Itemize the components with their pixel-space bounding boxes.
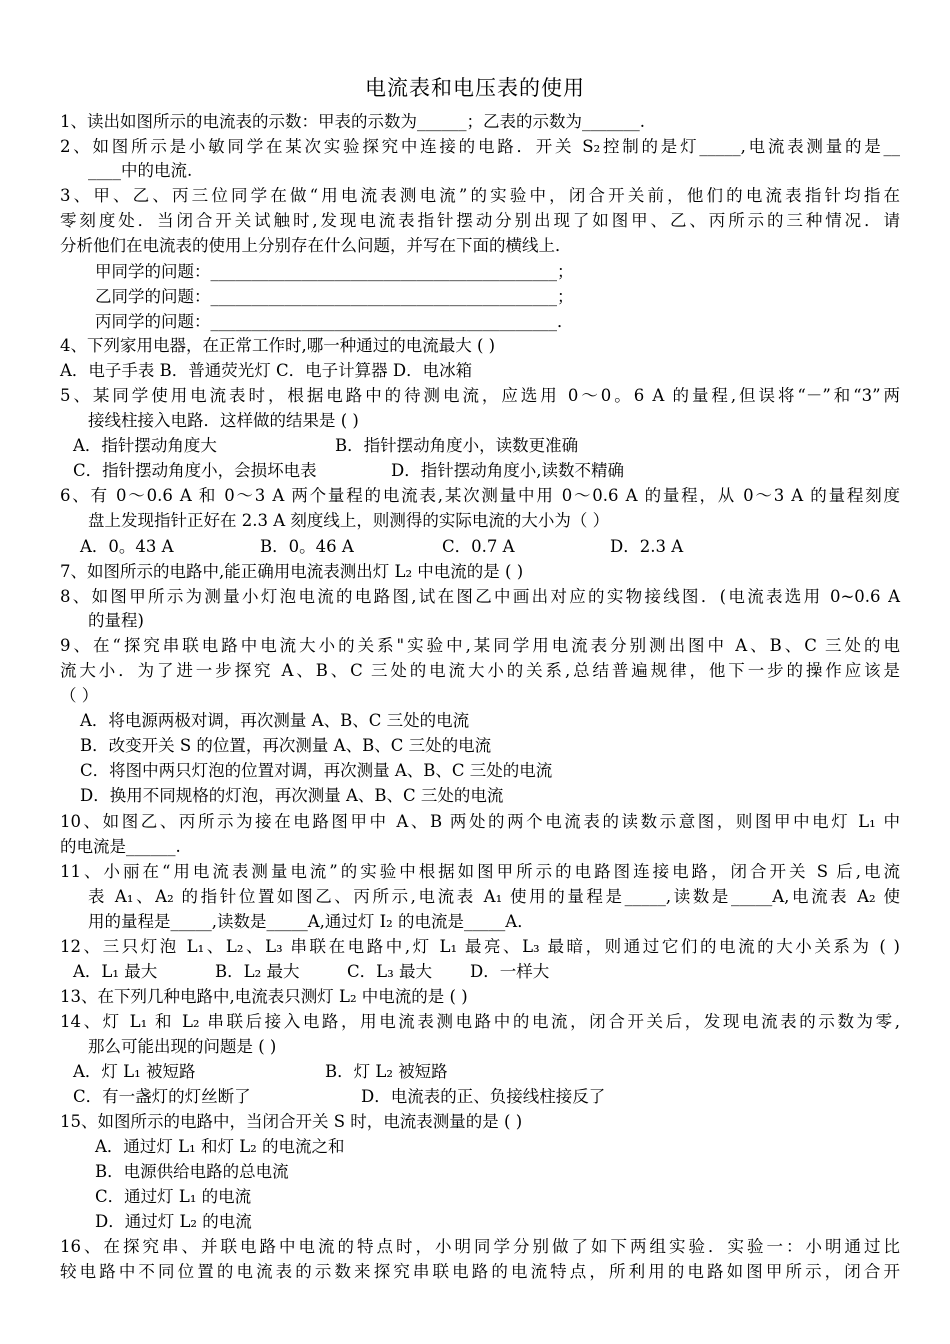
text-line: 3、甲、乙、丙三位同学在做“用电流表测电流”的实验中，闭合开关前，他们的电流表指针均指在 xyxy=(60,186,900,205)
option-row xyxy=(73,434,913,458)
text-line: 丙同学的问题：__________________________________________． xyxy=(95,312,574,331)
option-d: D．指针摆动角度小,读数不精确 xyxy=(391,461,624,480)
text-line: 7、如图所示的电路中,能正确用电流表测出灯 L₂ 中电流的是 ( ) xyxy=(60,562,524,581)
text-line: 的量程) xyxy=(88,611,144,630)
text-line: ____中的电流. xyxy=(88,161,193,180)
option-a: A．将电源两极对调，再次测量 A、B、C 三处的电流 xyxy=(80,711,470,730)
text-line: 分析他们在电流表的使用上分别存在什么问题，并写在下面的横线上． xyxy=(60,236,572,255)
option-d: D．换用不同规格的灯泡，再次测量 A、B、C 三处的电流 xyxy=(80,786,504,805)
option-c: C．通过灯 L₁ 的电流 xyxy=(95,1187,252,1206)
page-title: 电流表和电压表的使用 xyxy=(365,76,585,100)
option-b: B．改变开关 S 的位置，再次测量 A、B、C 三处的电流 xyxy=(80,736,492,755)
text-line: 2、如图所示是小敏同学在某次实验探究中连接的电路．开关 S₂控制的是灯_____,电流表测量的是__ xyxy=(60,137,900,156)
option-c: C．有一盏灯的灯丝断了 xyxy=(73,1087,251,1106)
text-line: 用的量程是_____,读数是_____A,通过灯 I₂ 的电流是_____A． xyxy=(88,912,534,931)
text-line: 那么可能出现的问题是 ( ) xyxy=(88,1037,277,1056)
option-b: B．L₂ 最大 xyxy=(215,962,300,981)
option-a: A．L₁ 最大 xyxy=(73,962,158,981)
text-line: 甲同学的问题：__________________________________________； xyxy=(95,262,574,281)
text-line: 盘上发现指针正好在 2.3 A 刻度线上，则测得的实际电流的大小为（ ） xyxy=(88,511,610,530)
text-line: 8、如图甲所示为测量小灯泡电流的电路图,试在图乙中画出对应的实物接线图．(电流表选用 0~0.6 A xyxy=(60,587,900,606)
text-line: 12、三只灯泡 L₁、L₂、L₃ 串联在电路中,灯 L₁ 最亮、L₃ 最暗，则通过它们的电流的大小关系为 ( ) xyxy=(60,937,900,956)
option-a: A．灯 L₁ 被短路 xyxy=(73,1062,196,1081)
text-line: 11、小丽在“用电流表测量电流”的实验中根据如图甲所示的电路图连接电路，闭合开关 S 后,电流 xyxy=(60,862,900,881)
text-line: 14、灯 L₁ 和 L₂ 串联后接入电路，用电流表测电路中的电流，闭合开关后，发现电流表的示数为零, xyxy=(60,1012,900,1031)
option-row xyxy=(80,535,920,559)
text-line: 表 A₁、A₂ 的指针位置如图乙、丙所示,电流表 A₁ 使用的量程是_____,读数是_____A,电流表 A₂ 使 xyxy=(88,887,900,906)
option-row xyxy=(73,459,913,483)
text-line: 13、在下列几种电路中,电流表只测灯 L₂ 中电流的是 ( ) xyxy=(60,987,468,1006)
text-line: 15、如图所示的电路中，当闭合开关 S 时，电流表测量的是 ( ) xyxy=(60,1112,523,1131)
option-d: D．一样大 xyxy=(470,962,550,981)
option-b: B．灯 L₂ 被短路 xyxy=(325,1062,448,1081)
text-line: （ ） xyxy=(60,686,99,705)
text-line: 9、在“探究串联电路中电流大小的关系"实验中,某同学用电流表分别测出图中 A、B、C 三处的电 xyxy=(60,636,900,655)
option-c: C．指针摆动角度小，会损坏电表 xyxy=(73,461,317,480)
option-row xyxy=(73,1060,913,1084)
option-c: C．L₃ 最大 xyxy=(347,962,432,981)
option-a: A．指针摆动角度大 xyxy=(73,436,217,455)
option-c: C．0.7 A xyxy=(442,537,515,556)
option-b: B．0。46 A xyxy=(260,537,354,556)
text-line: 较电路中不同位置的电流表的示数来探究串联电路的电流特点，所利用的电路如图甲所示，闭合开 xyxy=(60,1262,900,1281)
text-line: 5、某同学使用电流表时，根据电路中的待测电流，应选用 0～0。6 A 的量程,但误将“－”和“3”两 xyxy=(60,386,900,405)
option-b: B．指针摆动角度小，读数更准确 xyxy=(335,436,579,455)
text-line: 零刻度处．当闭合开关试触时,发现电流表指针摆动分别出现了如图甲、乙、丙所示的三种情况．请 xyxy=(60,211,900,230)
option-row xyxy=(73,1085,913,1109)
text-line: 10、如图乙、丙所示为接在电路图甲中 A、B 两处的两个电流表的读数示意图，则图甲中电灯 L₁ 中 xyxy=(60,812,900,831)
text-line: 的电流是______. xyxy=(60,837,181,856)
option-d: D．电流表的正、负接线柱接反了 xyxy=(361,1087,606,1106)
text-line: 接线柱接入电路．这样做的结果是 ( ) xyxy=(88,411,359,430)
text-line: A．电子手表 B．普通荧光灯 C．电子计算器 D．电冰箱 xyxy=(60,361,473,380)
option-b: B．电源供给电路的总电流 xyxy=(95,1162,289,1181)
text-line: 1、读出如图所示的电流表的示数：甲表的示数为______；乙表的示数为_______. xyxy=(60,112,645,131)
option-a: A．通过灯 L₁ 和灯 L₂ 的电流之和 xyxy=(95,1137,345,1156)
option-d: D．2.3 A xyxy=(610,537,684,556)
option-c: C．将图中两只灯泡的位置对调，再次测量 A、B、C 三处的电流 xyxy=(80,761,553,780)
option-d: D．通过灯 L₂ 的电流 xyxy=(95,1212,252,1231)
text-line: 6、有 0～0.6 A 和 0～3 A 两个量程的电流表,某次测量中用 0～0.6 A 的量程，从 0～3 A 的量程刻度 xyxy=(60,486,900,505)
text-line: 16、在探究串、并联电路中电流的特点时，小明同学分别做了如下两组实验．实验一：小明通过比 xyxy=(60,1237,900,1256)
text-line: 乙同学的问题：__________________________________________； xyxy=(95,287,574,306)
text-line: 流大小．为了进一步探究 A、B、C 三处的电流大小的关系,总结普遍规律，他下一步的操作应该是 xyxy=(60,661,900,680)
text-line: 4、下列家用电器，在正常工作时,哪一种通过的电流最大 ( ) xyxy=(60,336,496,355)
option-a: A．0。43 A xyxy=(80,537,174,556)
option-row xyxy=(73,960,913,984)
